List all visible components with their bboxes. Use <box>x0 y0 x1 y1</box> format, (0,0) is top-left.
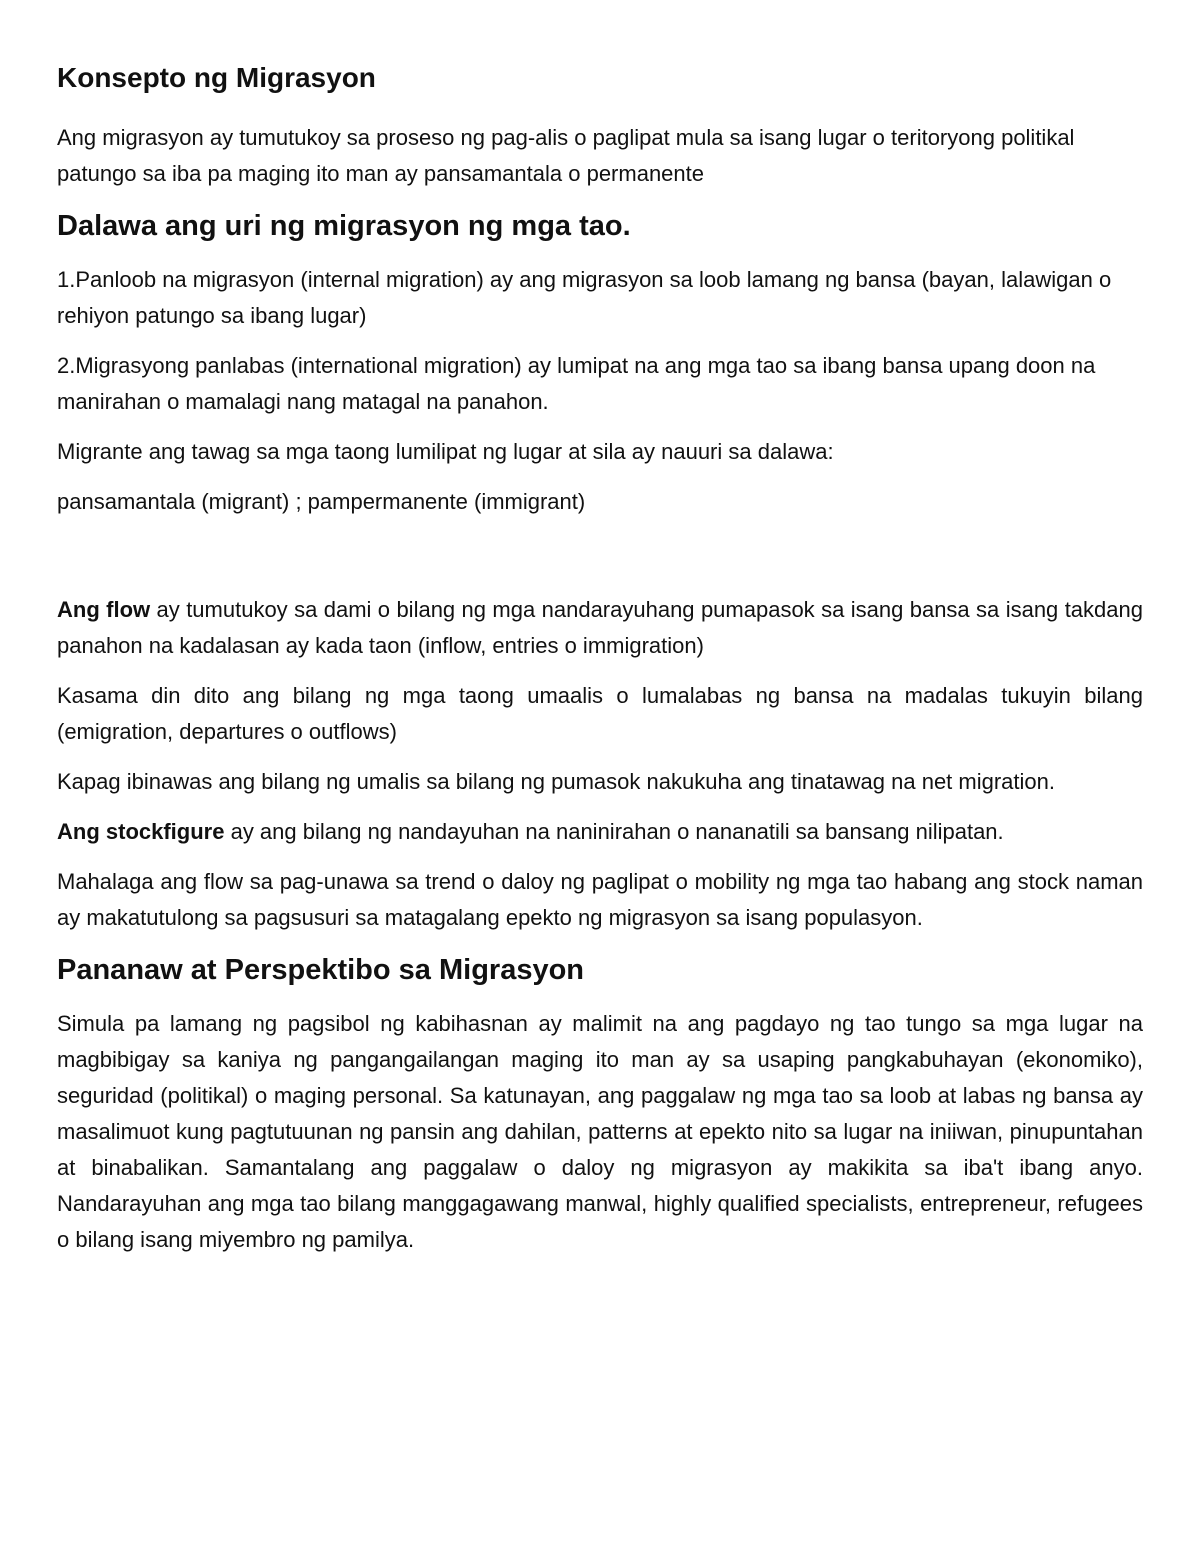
section-heading-uri: Dalawa ang uri ng migrasyon ng mga tao. <box>57 210 631 242</box>
list-item-international-migration: 2.Migrasyong panlabas (international migration) ay lumipat na ang mga tao sa ibang bansa upang doon na manirahan o mamalagi nang matagal na panahon. <box>57 353 1096 414</box>
stockfigure-definition: ay ang bilang ng nandayuhan na naninirahan o nananatili sa bansang nilipatan. <box>224 819 1004 844</box>
list-item-internal-migration: 1.Panloob na migrasyon (internal migration) ay ang migrasyon sa loob lamang ng bansa (bayan, lalawigan o rehiyon patungo sa ibang lugar) <box>57 267 1112 328</box>
section-heading-pananaw: Pananaw at Perspektibo sa Migrasyon <box>57 954 585 986</box>
document-page <box>57 58 1143 1272</box>
intro-paragraph: Ang migrasyon ay tumutukoy sa proseso ng pag-alis o paglipat mula sa isang lugar o teritoryong politikal patungo sa iba pa maging ito man ay pansamantala o permanente <box>57 125 1075 186</box>
document-title: Konsepto ng Migrasyon <box>57 62 376 93</box>
stockfigure-paragraph <box>57 814 1143 850</box>
pananaw-paragraph: Simula pa lamang ng pagsibol ng kabihasnan ay malimit na ang pagdayo ng tao tungo sa mga lugar na magbibigay sa kaniya ng pangangailangan maging ito man ay sa usaping pangkabuhayan (ekonomiko), seguridad (politikal) o maging personal. Sa katunayan, ang paggalaw ng mga tao sa loob at labas ng bansa ay masalimuot kung pagtutuunan ng pansin ang dahilan, patterns at epekto nito sa lugar na iniiwan, pinupuntahan at binabalikan. Samantalang ang paggalaw o daloy ng migrasyon ay makikita sa iba't ibang anyo. Nandarayuhan ang mga tao bilang manggagawang manwal, highly qualified specialists, entrepreneur, refugees o bilang isang miyembro ng pamilya. <box>57 1011 1143 1252</box>
flow-definition: ay tumutukoy sa dami o bilang ng mga nandarayuhang pumapasok sa isang bansa sa isang takdang panahon na kadalasan ay kada taon (inflow, entries o immigration) <box>57 597 1143 658</box>
flow-paragraph <box>57 592 1143 664</box>
migrant-types-paragraph: pansamantala (migrant) ; pampermanente (immigrant) <box>57 489 586 514</box>
net-migration-paragraph: Kapag ibinawas ang bilang ng umalis sa bilang ng pumasok nakukuha ang tinatawag na net migration. <box>57 769 1056 794</box>
stockfigure-term: Ang stockfigure <box>57 819 225 844</box>
blank-line <box>57 534 1143 592</box>
flow-stock-importance-paragraph: Mahalaga ang flow sa pag-unawa sa trend o daloy ng paglipat o mobility ng mga tao habang ang stock naman ay makatutulong sa pagsusuri sa matagalang epekto ng migrasyon sa isang populasyon. <box>57 869 1143 930</box>
migrante-paragraph: Migrante ang tawag sa mga taong lumilipat ng lugar at sila ay nauuri sa dalawa: <box>57 439 834 464</box>
emigration-paragraph: Kasama din dito ang bilang ng mga taong umaalis o lumalabas ng bansa na madalas tukuyin bilang (emigration, departures o outflows) <box>57 683 1143 744</box>
flow-term: Ang flow <box>57 597 151 622</box>
